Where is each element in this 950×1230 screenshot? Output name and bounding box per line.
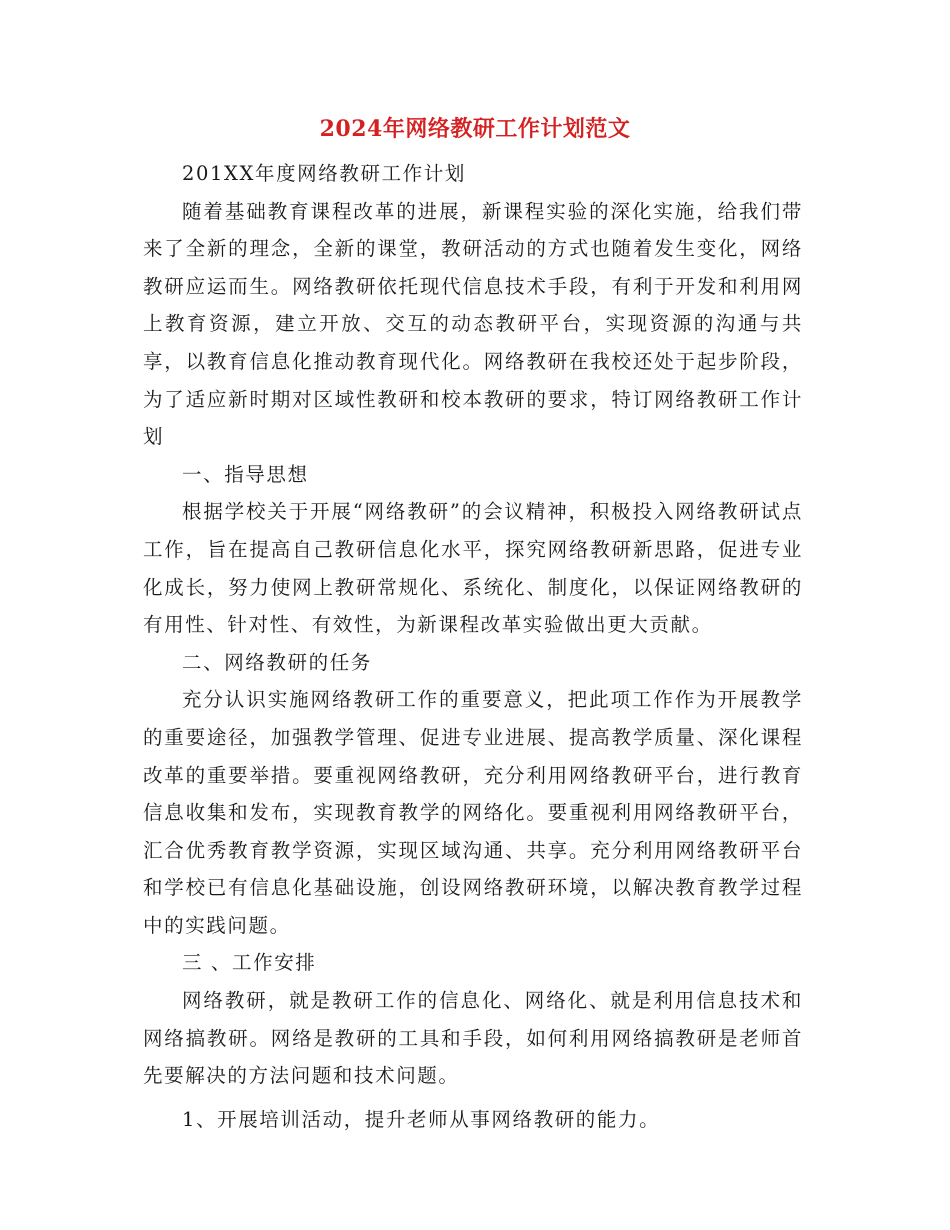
arrangement-item-1: 1、开展培训活动，提升老师从事网络教研的能力。 (182, 1107, 661, 1131)
section-heading-guiding-ideology: 一、指导思想 (182, 462, 309, 486)
tasks-paragraph: 充分认识实施网络教研工作的重要意义，把此项工作作为开展教学的重要途径，加强教学管理、促进专业进展、提高教学质量、深化课程改革的重要举措。要重视网络教研，充分利用网络教研平台，进行教育信息收集和发布，实现教育教学的网络化。要重视利用网络教研平台，汇合优秀教育教学资源，实现区域沟通、共享。充分利用网络教研平台和学校已有信息化基础设施，创设网络教研环境，以解决教育教学过程中的实践问题。 (143, 688, 803, 937)
intro-paragraph: 随着基础教育课程改革的进展，新课程实验的深化实施，给我们带来了全新的理念，全新的课堂，教研活动的方式也随着发生变化，网络教研应运而生。网络教研依托现代信息技术手段，有利于开发和利用网上教育资源，建立开放、交互的动态教研平台，实现资源的沟通与共享，以教育信息化推动教育现代化。网络教研在我校还处于起步阶段，为了适应新时期对区域性教研和校本教研的要求，特订网络教研工作计划 (143, 199, 803, 449)
section-heading-arrangement: 三 、工作安排 (182, 951, 317, 975)
plan-subtitle: 201XX年度网络教研工作计划 (182, 162, 466, 185)
arrangement-paragraph: 网络教研，就是教研工作的信息化、网络化、就是利用信息技术和网络搞教研。网络是教研的工具和手段，如何利用网络搞教研是老师首先要解决的方法问题和技术问题。 (143, 989, 803, 1088)
document-body (143, 155, 803, 1138)
document-title: 2024年网络教研工作计划范文 (319, 116, 631, 142)
guiding-ideology-paragraph: 根据学校关于开展“网络教研”的会议精神，积极投入网络教研试点工作，旨在提高自己教研信息化水平，探究网络教研新思路，促进专业化成长，努力使网上教研常规化、系统化、制度化，以保证网络教研的有用性、针对性、有效性，为新课程改革实验做出更大贡献。 (143, 500, 803, 637)
section-heading-tasks: 二、网络教研的任务 (182, 650, 372, 674)
